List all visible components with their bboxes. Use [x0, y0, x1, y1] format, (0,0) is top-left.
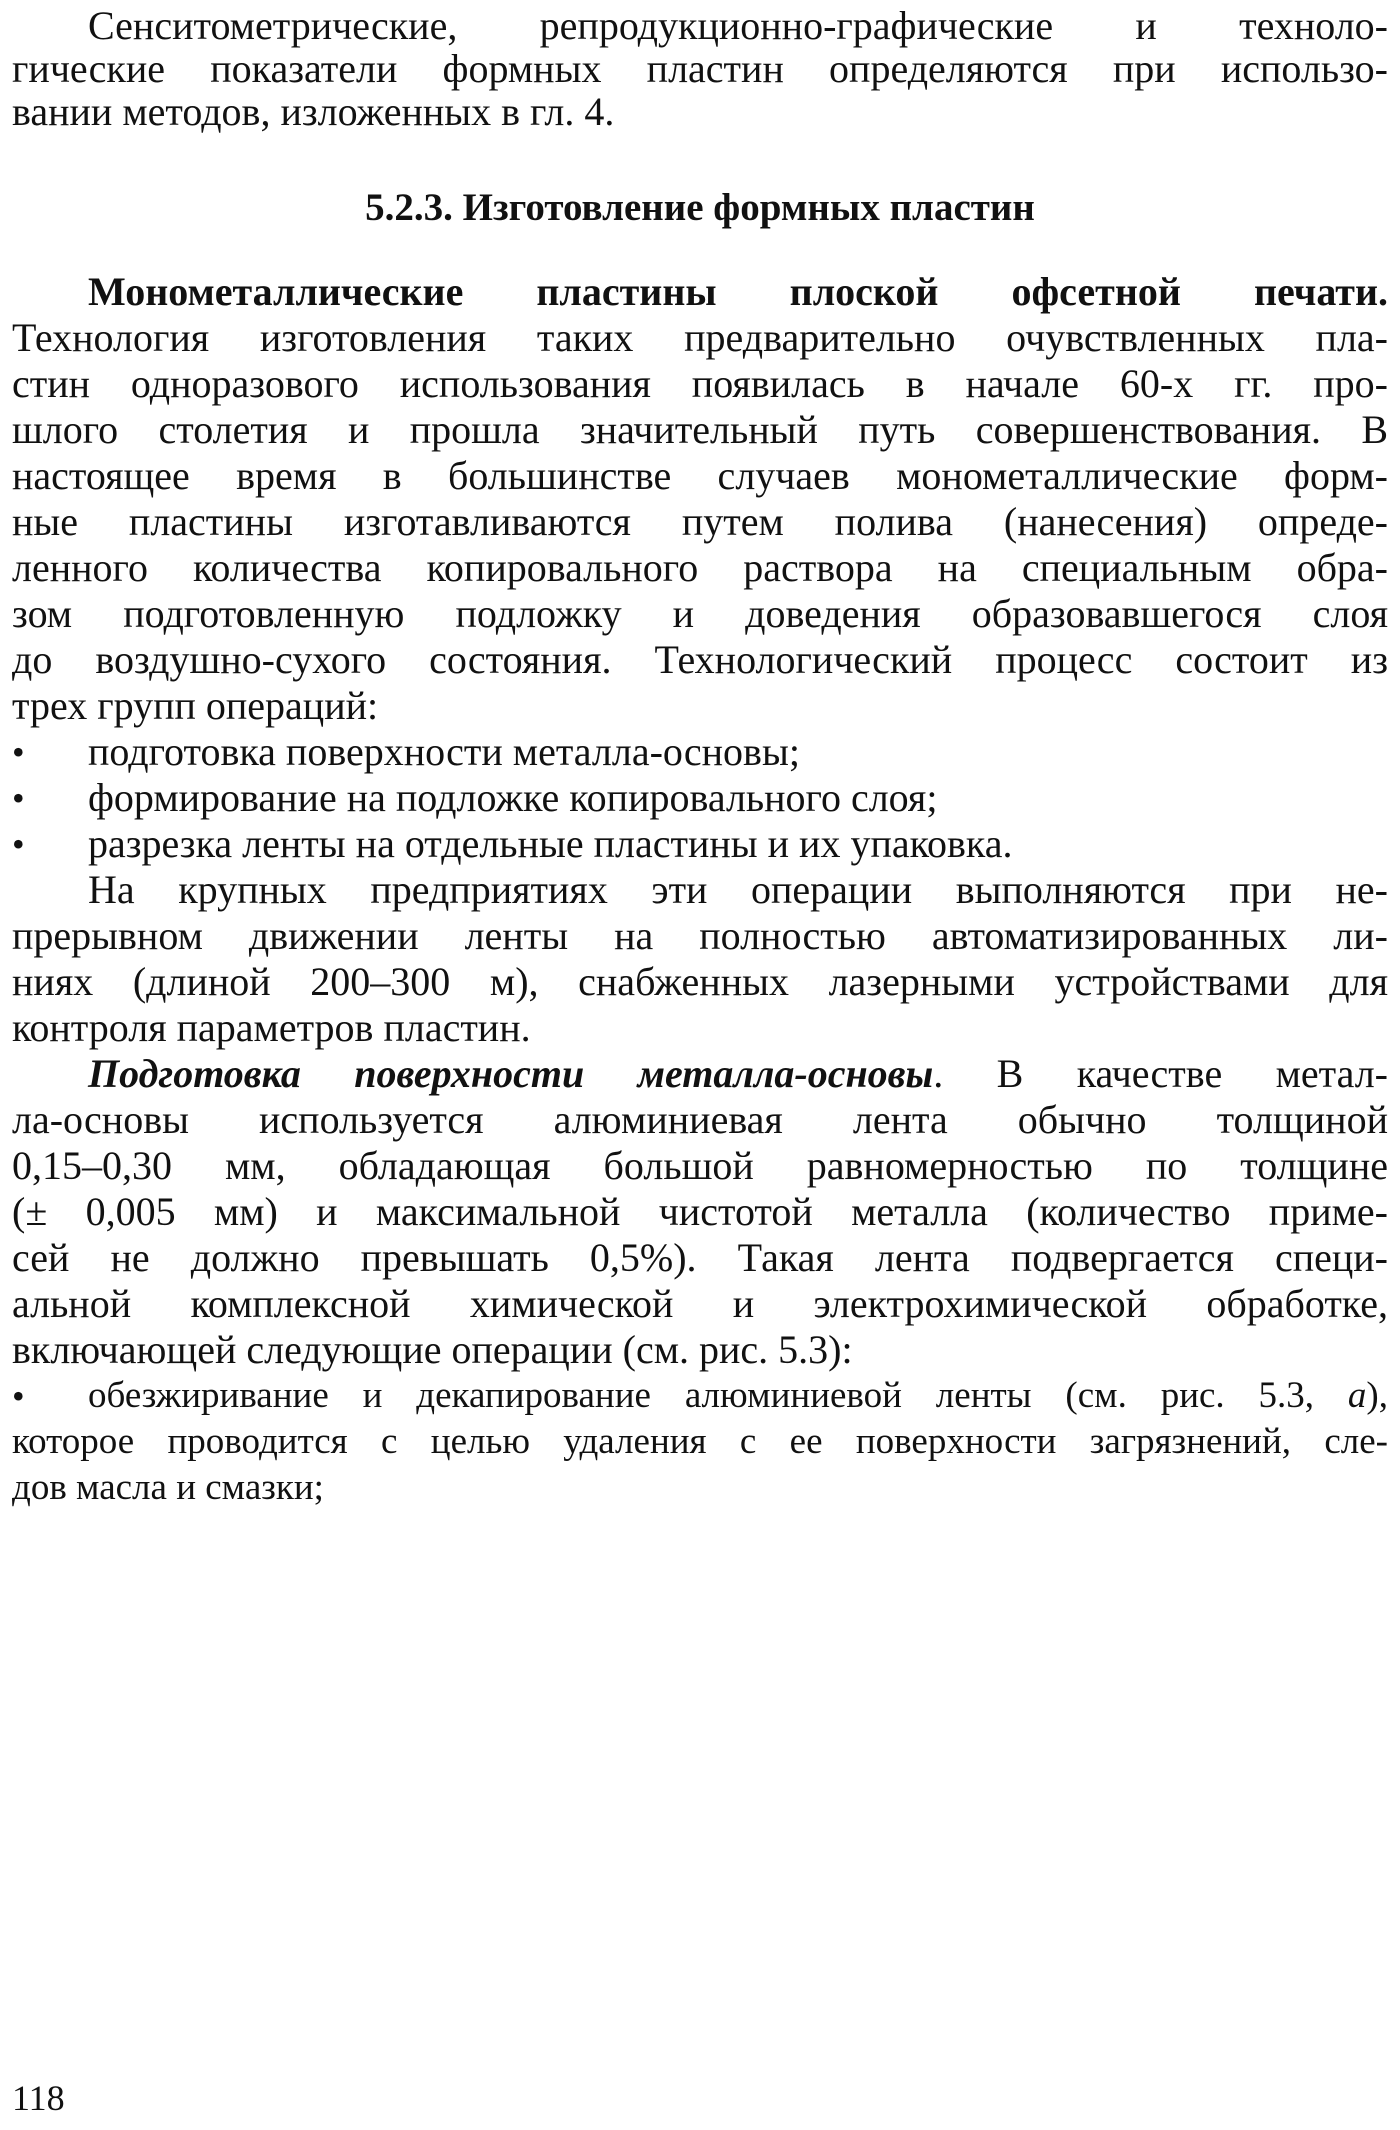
paragraph-3-first-rest: . В качестве метал-: [933, 1051, 1388, 1096]
bullet-marker: •: [12, 732, 25, 772]
bullet-marker: •: [12, 1376, 25, 1416]
bullet-2-italic-letter: а: [1347, 1375, 1367, 1416]
subsection-line-4: настоящее время в большинстве случаев монометаллические форм-: [12, 453, 1388, 498]
subsection-line-6: ленного количества копировального раствора на специальным обра-: [12, 545, 1388, 590]
paragraph-2-line-1: На крупных предприятиях эти операции выполняются при не-: [88, 867, 1388, 912]
bullet-2-line-2: которое проводится с целью удаления с ее поверхности загрязнений, сле-: [12, 1421, 1388, 1462]
bullet-marker: •: [12, 824, 25, 864]
intro-line-3: вании методов, изложенных в гл. 4.: [12, 89, 615, 134]
list-item: разрезка ленты на отдельные пластины и их упаковка.: [88, 821, 1013, 866]
paragraph-3-lead: Подготовка поверхности металла-основы: [88, 1051, 934, 1096]
paragraph-3-line-1: [88, 1050, 1388, 1098]
paragraph-3-line-5: сей не должно превышать 0,5%). Такая лента подвергается специ-: [12, 1235, 1388, 1280]
bullet-2-text-after: ),: [1366, 1375, 1388, 1416]
subsection-line-3: шлого столетия и прошла значительный путь совершенствования. В: [12, 407, 1388, 452]
subsection-line-7: зом подготовленную подложку и доведения образовавшегося слоя: [12, 591, 1388, 636]
subsection-line-8: до воздушно-сухого состояния. Технологический процесс состоит из: [12, 637, 1388, 682]
bullet-2-line-1: [88, 1372, 1388, 1420]
subsection-title: Монометаллические пластины плоской офсетной печати.: [88, 269, 1388, 314]
paragraph-2-line-3: ниях (длиной 200–300 м), снабженных лазерными устройствами для: [12, 959, 1388, 1004]
intro-line-2: гические показатели формных пластин определяются при использо-: [12, 46, 1388, 91]
subsection-line-5: ные пластины изготавливаются путем полива (нанесения) опреде-: [12, 499, 1388, 544]
paragraph-3-line-7: включающей следующие операции (см. рис. 5.3):: [12, 1327, 853, 1372]
subsection-line-1: Технология изготовления таких предварительно очувствленных пла-: [12, 315, 1388, 360]
bullet-marker: •: [12, 778, 25, 818]
paragraph-3-line-2: ла-основы используется алюминиевая лента обычно толщиной: [12, 1097, 1388, 1142]
page-number: 118: [12, 2078, 65, 2118]
section-heading: 5.2.3. Изготовление формных пластин: [365, 186, 1035, 229]
paragraph-2-line-4: контроля параметров пластин.: [12, 1005, 531, 1050]
subsection-line-2: стин одноразового использования появилась в начале 60-х гг. про-: [12, 361, 1388, 406]
bullet-2-text-before: обезжиривание и декапирование алюминиевой ленты (см. рис. 5.3,: [88, 1375, 1348, 1416]
subsection-line-9: трех групп операций:: [12, 683, 379, 728]
intro-line-1: Сенситометрические, репродукционно-графические и техноло-: [88, 3, 1388, 48]
bullet-2-line-3: дов масла и смазки;: [12, 1467, 324, 1508]
paragraph-3-line-3: 0,15–0,30 мм, обладающая большой равномерностью по толщине: [12, 1143, 1388, 1188]
paragraph-3-line-6: альной комплексной химической и электрохимической обработке,: [12, 1281, 1388, 1326]
paragraph-2-line-2: прерывном движении ленты на полностью автоматизированных ли-: [12, 913, 1388, 958]
list-item: формирование на подложке копировального слоя;: [88, 775, 938, 820]
paragraph-3-line-4: (± 0,005 мм) и максимальной чистотой металла (количество приме-: [12, 1189, 1388, 1234]
list-item: подготовка поверхности металла-основы;: [88, 729, 800, 774]
